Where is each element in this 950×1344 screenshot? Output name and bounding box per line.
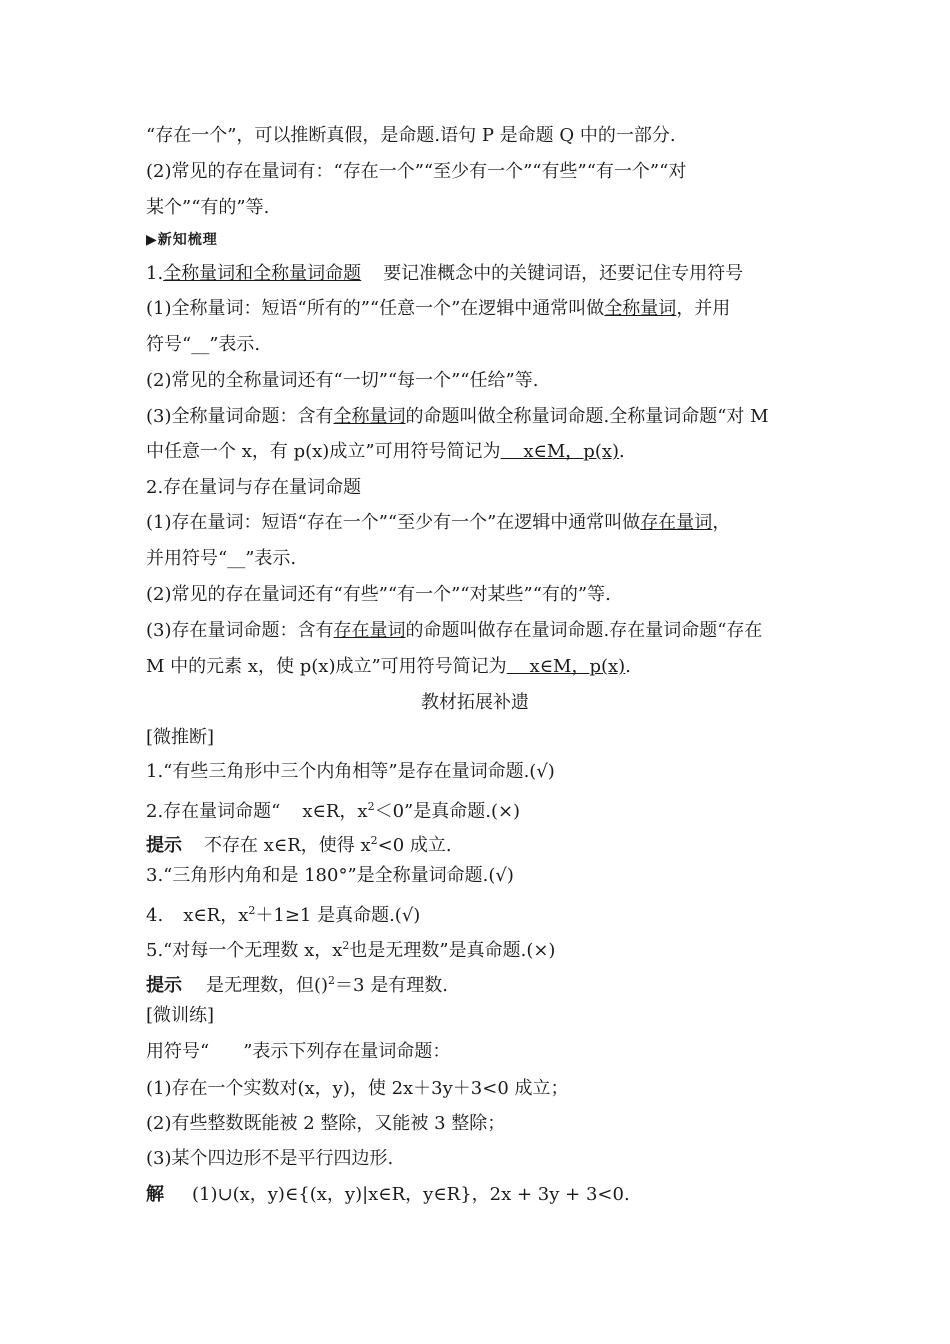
- text-span: ，: [712, 512, 731, 533]
- text-span: (1)∪(x，y)∈{(x，y)|x∈R，y∈R}，2x + 3y + 3<0.: [192, 1184, 630, 1205]
- text-span: ”表示.: [245, 548, 297, 569]
- text-span: 不存在 x∈R，使得 x: [204, 835, 371, 856]
- text-span: <0 成立.: [377, 835, 452, 856]
- heading-universal: [146, 262, 810, 286]
- text-line: (1)存在一个实数对(x，y)，使 2x＋3y＋3<0 成立；: [146, 1078, 569, 1099]
- text-span: 符号“: [146, 334, 192, 355]
- underlined-formula: x∈M，p(x): [506, 656, 626, 677]
- text-line: [146, 899, 810, 928]
- text-line: [146, 795, 810, 824]
- underlined-formula: x∈M，p(x): [500, 441, 620, 462]
- text-line: [146, 440, 810, 464]
- hint-line: [146, 969, 810, 998]
- superscript: 2: [328, 974, 336, 987]
- superscript: 2: [248, 904, 256, 917]
- blank: __: [191, 334, 210, 355]
- text-line: [146, 1040, 810, 1064]
- heading-note: 要记准概念中的关键词语，还要记住专用符号: [383, 263, 744, 284]
- text-span: 2.存在量词命题“: [146, 801, 281, 822]
- heading-existential: 2.存在量词与存在量词命题: [146, 477, 362, 498]
- text-span: ，并用: [676, 298, 731, 319]
- text-line: “存在一个”，可以推断真假，是命题.语句 P 是命题 Q 中的一部分.: [146, 125, 676, 146]
- underlined-term: 存在量词: [640, 512, 713, 533]
- text-span: ＜0”是真命题.(×): [374, 801, 521, 822]
- hint-label: 提示: [146, 975, 182, 996]
- text-span: (3)全称量词命题：含有: [146, 406, 334, 427]
- text-line: (2)常见的全称量词还有“一切”“每一个”“任给”等.: [146, 370, 539, 391]
- text-span: ＝3 是有理数.: [335, 975, 448, 996]
- underlined-term: 全称量词: [333, 406, 406, 427]
- text-span: (3)存在量词命题：含有: [146, 620, 334, 641]
- text-span: 并用符号“: [146, 548, 228, 569]
- blank: __: [227, 548, 246, 569]
- solution-label: 解: [146, 1184, 164, 1205]
- superscript: 2: [342, 939, 350, 952]
- text-line: [146, 405, 810, 429]
- underlined-term: 全称量词: [604, 298, 677, 319]
- center-title: 教材拓展补遗: [421, 692, 529, 713]
- superscript: 2: [367, 800, 375, 813]
- text-line: (2)常见的存在量词还有“有些”“有一个”“对某些”“有的”等.: [146, 584, 611, 605]
- subsection-label: [微训练]: [146, 1005, 215, 1026]
- text-span: (1)全称量词：短语“所有的”“任意一个”在逻辑中通常叫做: [146, 298, 605, 319]
- text-line: [146, 619, 810, 643]
- text-span: .: [625, 656, 631, 677]
- text-span: M 中的元素 x，使 p(x)成立”可用符号简记为: [146, 656, 507, 677]
- text-span: 5.“对每一个无理数 x，x: [146, 940, 343, 961]
- section-tag: ▶新知梳理: [146, 232, 218, 248]
- text-span: 是无理数，但(): [206, 975, 329, 996]
- hint-label: 提示: [146, 835, 182, 856]
- text-span: (1)存在量词：短语“存在一个”“至少有一个”在逻辑中通常叫做: [146, 512, 641, 533]
- hint-line: [146, 829, 810, 858]
- heading-number: 1.: [146, 263, 164, 284]
- text-span: 的命题叫做全称量词命题.全称量词命题“对 M: [405, 406, 769, 427]
- text-span: 用符号“: [146, 1041, 210, 1062]
- text-line: (2)常见的存在量词有：“存在一个”“至少有一个”“有些”“有一个”“对: [146, 161, 687, 182]
- text-span: 的命题叫做存在量词命题.存在量词命题“存在: [405, 620, 763, 641]
- text-line: (2)有些整数既能被 2 整除，又能被 3 整除；: [146, 1113, 506, 1134]
- text-line: [146, 934, 810, 963]
- text-line: [146, 297, 810, 321]
- heading-title: 全称量词和全称量词命题: [163, 263, 362, 284]
- text-line: [146, 511, 810, 535]
- underlined-term: 存在量词: [333, 620, 406, 641]
- text-span: x∈R，x: [183, 905, 249, 926]
- text-line: [146, 547, 810, 571]
- text-line: (3)某个四边形不是平行四边形.: [146, 1148, 394, 1169]
- text-span: 中任意一个 x，有 p(x)成立”可用符号简记为: [146, 441, 501, 462]
- text-line: 1.“有些三角形中三个内角相等”是存在量词命题.(√): [146, 761, 555, 782]
- text-span: 4.: [146, 905, 164, 926]
- text-line: [146, 655, 810, 679]
- text-line: 3.“三角形内角和是 180°”是全称量词命题.(√): [146, 865, 514, 886]
- text-span: x∈R，x: [302, 801, 368, 822]
- subsection-label: [微推断]: [146, 727, 215, 748]
- text-line: [146, 333, 810, 357]
- text-span: .: [619, 441, 625, 462]
- text-span: ”表示.: [209, 334, 261, 355]
- solution-line: [146, 1183, 810, 1207]
- text-span: ”表示下列存在量词命题：: [243, 1041, 451, 1062]
- text-span: ＋1≥1 是真命题.(√): [255, 905, 421, 926]
- text-span: 也是无理数”是真命题.(×): [349, 940, 556, 961]
- text-line: 某个”“有的”等.: [146, 197, 270, 218]
- superscript: 2: [370, 834, 378, 847]
